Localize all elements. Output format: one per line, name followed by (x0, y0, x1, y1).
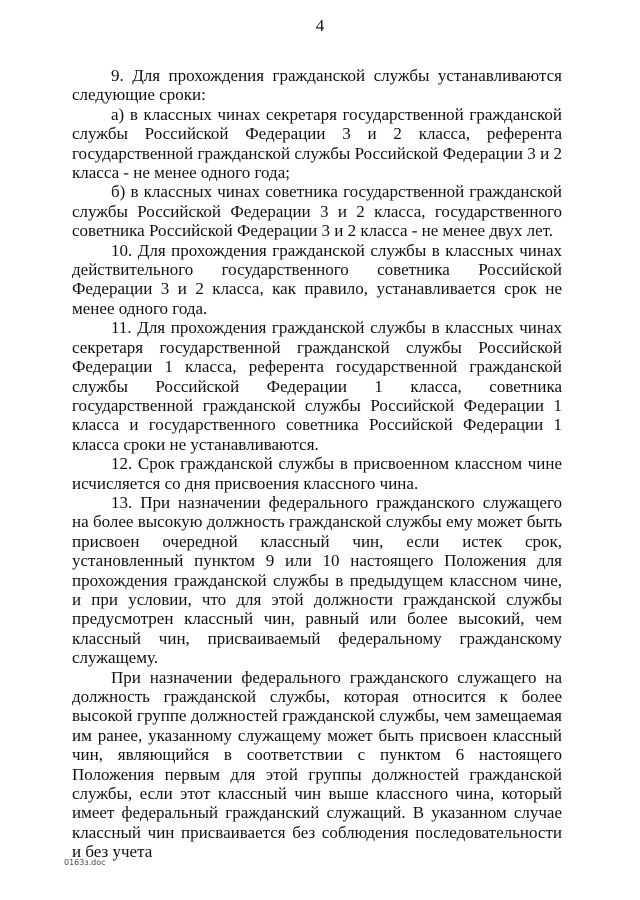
paragraph-9-a: а) в классных чинах секретаря государственной гражданской службы Российской Федерации 3 и 2 класса, референта государственной гражданской службы Российской Федерации 3 и 2 класса - не менее одного года; (72, 104, 562, 183)
paragraph-9-b: б) в классных чинах советника государственной гражданской службы Российской Федерации 3 и 2 класса, государственного советника Российской Федерации 3 и 2 класса - не менее двух лет. (72, 182, 562, 241)
paragraph-13: 13. При назначении федерального гражданского служащего на более высокую должность гражданской службы ему может быть присвоен очередной классный чин, если истек срок, установленный пунктом 9 или 10 настоящего Положения для прохождения гражданской службы в предыдущем классном чине, и при условии, что для этой должности гражданской службы предусмотрен классный чин, равный или более высокий, чем классный чин, присваиваемый федеральному гражданскому служащему. (72, 492, 562, 668)
page-number: 4 (315, 16, 325, 35)
document-body (72, 66, 562, 862)
footer-document-code: 0163з.doc (64, 858, 106, 867)
paragraph-10: 10. Для прохождения гражданской службы в классных чинах действительного государственного советника Российской Федерации 3 и 2 класса, как правило, устанавливается срок не менее одного года. (72, 240, 562, 318)
paragraph-11: 11. Для прохождения гражданской службы в классных чинах секретаря государственной гражданской службы Российской Федерации 1 класса, референта государственной гражданской службы Российской Федерации 1 класса, советника государственной гражданской службы Российской Федерации 1 класса и государственного советника Российской Федерации 1 класса сроки не устанавливаются. (72, 318, 562, 454)
paragraph-13-continued: При назначении федерального гражданского служащего на должность гражданской службы, которая относится к более высокой группе должностей гражданской службы, чем замещаемая им ранее, указанному служащему может быть присвоен классный чин, являющийся в соответствии с пунктом 6 настоящего Положения первым для этой группы должностей гражданской службы, если этот классный чин выше классного чина, который имеет федеральный гражданский служащий. В указанном случае классный чин присваивается без соблюдения последовательности и без учета (72, 667, 562, 862)
paragraph-12: 12. Срок гражданской службы в присвоенном классном чине исчисляется со дня присвоения классного чина. (72, 454, 562, 493)
paragraph-9-intro: 9. Для прохождения гражданской службы устанавливаются следующие сроки: (72, 66, 562, 105)
